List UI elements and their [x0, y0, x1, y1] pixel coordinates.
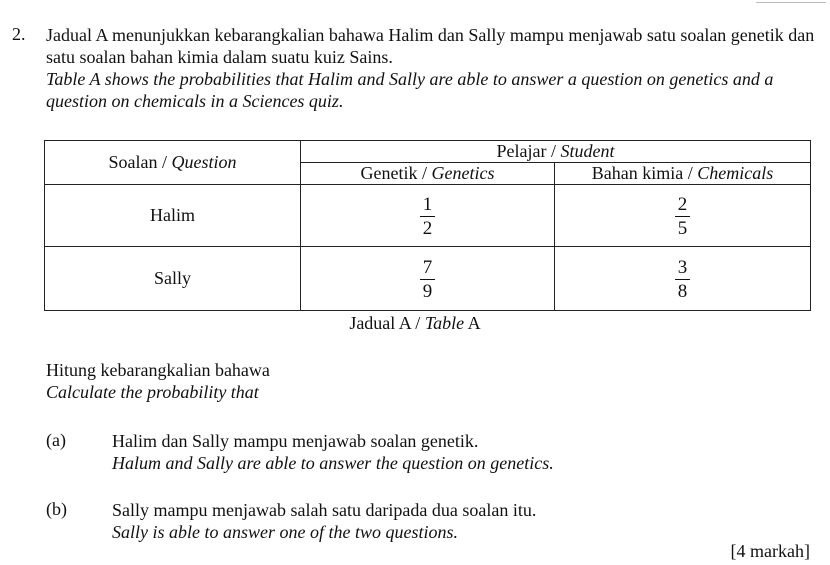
- question-number: 2.: [12, 24, 26, 44]
- table-row: [45, 247, 811, 311]
- chemicals-header-english: Chemicals: [697, 163, 774, 183]
- genetics-header-malay: Genetik /: [360, 163, 432, 183]
- student-name-cell: Sally: [45, 247, 301, 311]
- table-row: [45, 185, 811, 247]
- question-header-cell: [45, 141, 301, 185]
- student-header-malay: Pelajar /: [496, 141, 561, 161]
- part-b-english: Sally is able to answer one of the two questions.: [112, 522, 458, 542]
- probability-cell: [555, 247, 811, 311]
- task-malay: Hitung kebarangkalian bahawa: [46, 360, 270, 380]
- chemicals-header-malay: Bahan kimia /: [591, 163, 698, 183]
- task-english: Calculate the probability that: [46, 382, 259, 402]
- intro-english: Table A shows the probabilities that Halim and Sally are able to answer a question on genetics and a question on chemicals in a Sciences quiz.: [46, 69, 774, 111]
- denominator: 9: [422, 280, 433, 302]
- caption-letter: A: [464, 313, 481, 333]
- numerator: 7: [422, 256, 433, 278]
- student-header-cell: [301, 141, 811, 163]
- part-b-label: (b): [46, 499, 67, 519]
- fraction: [675, 258, 690, 301]
- caption-malay: Jadual A /: [349, 313, 425, 333]
- part-a-label: (a): [46, 430, 66, 450]
- part-a-english: Halum and Sally are able to answer the question on genetics.: [112, 453, 554, 473]
- part-b-malay: Sally mampu menjawab salah satu daripada dua soalan itu.: [112, 500, 537, 520]
- numerator: 3: [677, 256, 688, 278]
- probability-table: [44, 140, 811, 311]
- denominator: 8: [677, 280, 688, 302]
- part-a-malay: Halim dan Sally mampu menjawab soalan genetik.: [112, 431, 479, 451]
- denominator: 5: [677, 217, 688, 239]
- chemicals-header-cell: [555, 163, 811, 185]
- probability-cell: [301, 247, 555, 311]
- question-header-malay: Soalan /: [108, 152, 172, 172]
- genetics-header-cell: [301, 163, 555, 185]
- fraction: [420, 195, 435, 238]
- denominator: 2: [422, 217, 433, 239]
- fraction: [675, 195, 690, 238]
- numerator: 1: [422, 193, 433, 215]
- intro-malay: Jadual A menunjukkan kebarangkalian bahawa Halim dan Sally mampu menjawab satu soalan genetik dan satu soalan bahan kimia dalam suatu kuiz Sains.: [46, 25, 815, 67]
- fraction: [420, 258, 435, 301]
- student-name-cell: Halim: [45, 185, 301, 247]
- question-header-english: Question: [171, 152, 237, 172]
- student-header-english: Student: [560, 141, 615, 161]
- probability-cell: [555, 185, 811, 247]
- caption-english: Table: [424, 313, 465, 333]
- top-rule: [756, 2, 826, 3]
- table-caption: [0, 313, 830, 334]
- probability-cell: [301, 185, 555, 247]
- numerator: 2: [677, 193, 688, 215]
- marks-label: [4 markah]: [730, 541, 810, 561]
- genetics-header-english: Genetics: [431, 163, 495, 183]
